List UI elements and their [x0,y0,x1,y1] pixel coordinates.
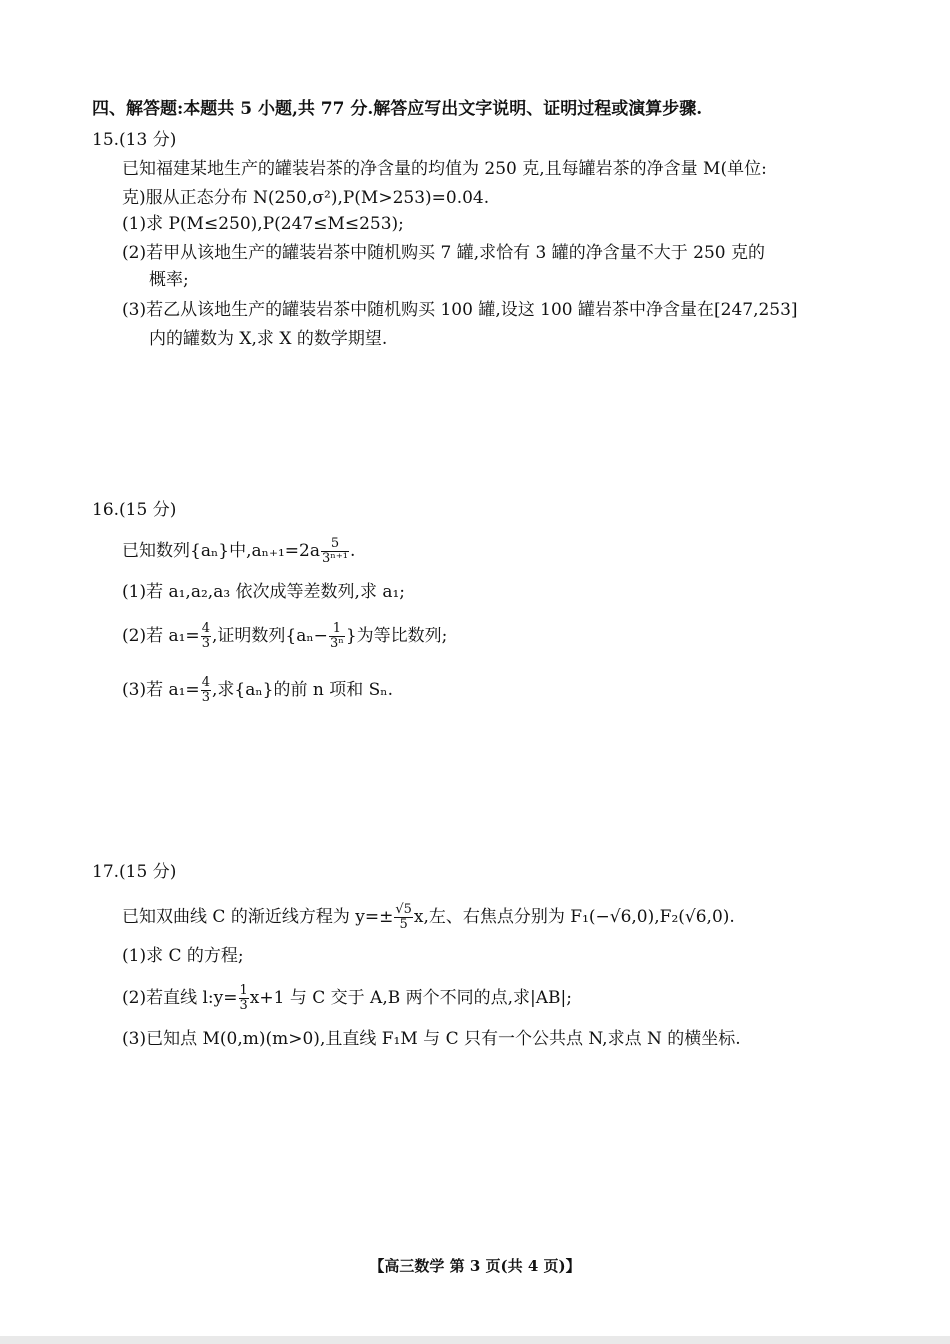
q16-part2-frac2-num: 1 [329,622,345,637]
q16-part2-prefix: (2)若 a₁= [122,626,200,646]
q16-stem-fraction [321,537,349,566]
q16-number: 16.(15 分) [92,500,177,520]
q17-number: 17.(15 分) [92,862,177,882]
q16-part2-frac2-den: 3ⁿ [329,636,344,651]
q15-stem-line2: 克)服从正态分布 N(250,σ²),P(M>253)=0.04. [122,188,490,208]
bottom-edge [0,1336,950,1344]
q16-part3-fraction [201,676,211,705]
q17-part2-prefix: (2)若直线 l:y= [122,988,238,1008]
q17-part3: (3)已知点 M(0,m)(m>0),且直线 F₁M 与 C 只有一个公共点 N,求点 N 的横坐标. [122,1029,741,1049]
q16-stem-frac-num: 5 [321,537,349,552]
q16-part2-mid: ,证明数列{aₙ− [211,626,328,646]
q17-stem-frac-den: 5 [399,917,408,932]
q15-part2-line2: 概率; [149,270,189,290]
q17-stem-suffix: x,左、右焦点分别为 F₁(−√6,0),F₂(√6,0). [413,907,735,927]
q16-part3-suffix: ,求{aₙ}的前 n 项和 Sₙ. [211,680,394,700]
q17-part2 [122,984,572,1013]
q17-part1: (1)求 C 的方程; [122,946,244,966]
q16-part3 [122,676,393,705]
q15-part1: (1)求 P(M≤250),P(247≤M≤253); [122,214,404,234]
q16-part2-fraction [201,622,211,651]
q15-number: 15.(13 分) [92,130,177,150]
q16-part3-frac-den: 3 [201,690,210,705]
q15-part2-line1: (2)若甲从该地生产的罐装岩茶中随机购买 7 罐,求恰有 3 罐的净含量不大于 250 克的 [122,243,765,263]
q17-stem-prefix: 已知双曲线 C 的渐近线方程为 y=± [122,907,394,927]
q16-stem-frac-den: 3ⁿ⁺¹ [322,551,348,566]
q17-part2-frac-num: 1 [239,983,248,998]
q17-stem-frac-num: √5 [395,902,412,917]
q16-stem-suffix: . [349,541,356,561]
q16-part2 [122,622,447,651]
q16-part2-frac-den: 3 [201,636,210,651]
page-footer: 【高三数学 第 3 页(共 4 页)】 [369,1257,581,1275]
q16-part1: (1)若 a₁,a₂,a₃ 依次成等差数列,求 a₁; [122,582,406,602]
q16-part3-prefix: (3)若 a₁= [122,680,200,700]
q16-part2-frac-num: 4 [201,621,210,636]
q17-part2-frac-den: 3 [239,998,248,1013]
q17-stem-fraction [394,903,413,932]
q17-part2-suffix: x+1 与 C 交于 A,B 两个不同的点,求|AB|; [249,988,572,1008]
q16-part3-frac-num: 4 [201,675,210,690]
q17-part2-fraction [239,984,249,1013]
q16-stem-prefix: 已知数列{aₙ}中,aₙ₊₁=2a [122,541,320,561]
section-header: 四、解答题:本题共 5 小题,共 77 分.解答应写出文字说明、证明过程或演算步骤. [92,99,703,119]
q15-stem-line1: 已知福建某地生产的罐装岩茶的净含量的均值为 250 克,且每罐岩茶的净含量 M(单位: [122,159,767,179]
q16-part2-suffix: }为等比数列; [345,626,448,646]
q16-stem [122,537,355,566]
q15-part3-line2: 内的罐数为 X,求 X 的数学期望. [149,329,388,349]
q17-stem [122,903,735,932]
q15-part3-line1: (3)若乙从该地生产的罐装岩茶中随机购买 100 罐,设这 100 罐岩茶中净含量在[247,253] [122,300,798,320]
q16-part2-fraction2 [329,622,345,651]
